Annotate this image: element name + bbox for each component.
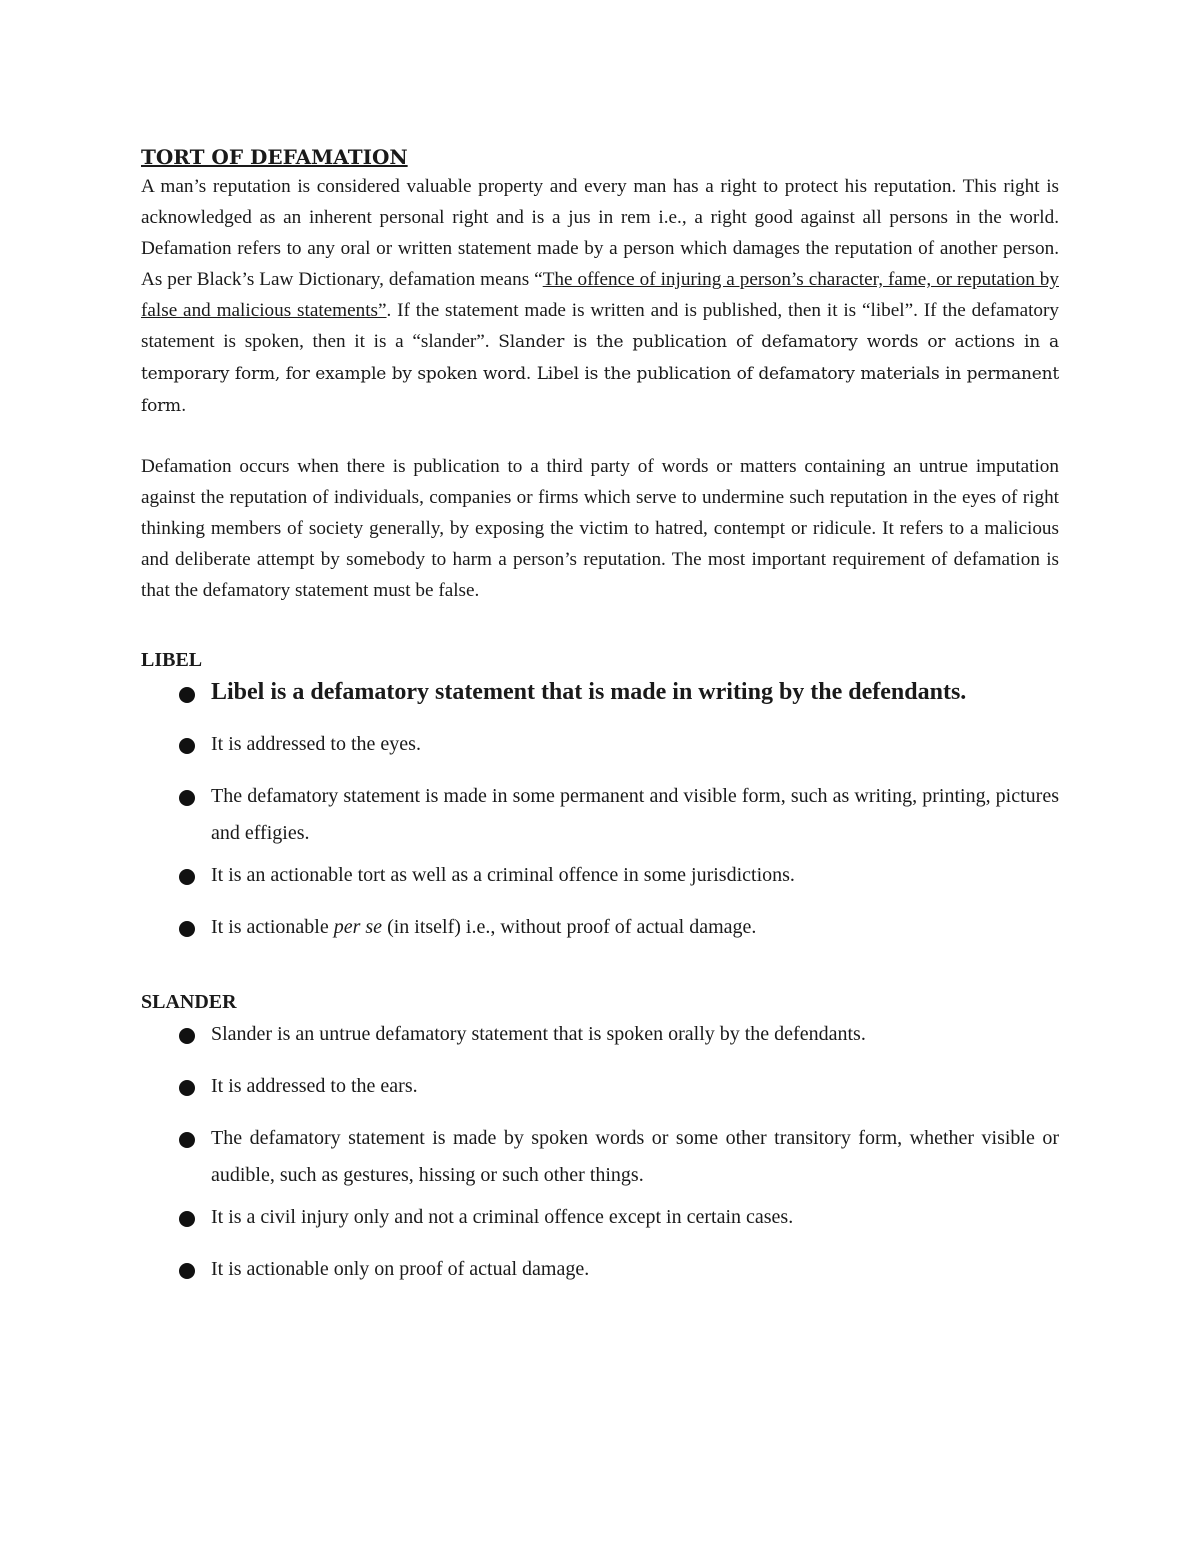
bullet-icon xyxy=(179,869,195,885)
slander-heading: SLANDER xyxy=(141,991,237,1013)
list-item-text: It is a civil injury only and not a criminal offence except in certain cases. xyxy=(211,1206,794,1228)
list-item xyxy=(141,1120,1059,1194)
intro-paragraph xyxy=(141,171,1059,422)
bullet-icon xyxy=(179,1028,195,1044)
list-item-text: It is actionable only on proof of actual damage. xyxy=(211,1258,590,1280)
bullet-icon xyxy=(179,1211,195,1227)
list-item-text-before: It is actionable xyxy=(211,916,334,938)
list-item xyxy=(141,674,1059,711)
list-item-text: The defamatory statement is made in some permanent and visible form, such as writing, printing, pictures and effigies. xyxy=(211,785,1059,844)
bullet-icon xyxy=(179,738,195,754)
list-item-text-italic: per se xyxy=(333,916,383,938)
list-item xyxy=(141,778,1059,852)
definition-quote: The offence of injuring a person’s character, fame, or reputation by false and malicious statements” xyxy=(141,269,1059,321)
bullet-icon xyxy=(179,1080,195,1096)
libel-heading: LIBEL xyxy=(141,649,203,671)
page-title: TORT OF DEFAMATION xyxy=(141,145,408,169)
list-item-text: It is addressed to the ears. xyxy=(211,1075,418,1097)
bullet-icon xyxy=(179,790,195,806)
list-item xyxy=(141,909,1059,946)
list-item-text-after: (in itself) i.e., without proof of actual damage. xyxy=(382,916,757,938)
list-item xyxy=(141,1016,1059,1053)
bullet-icon xyxy=(179,921,195,937)
bullet-icon xyxy=(179,1263,195,1279)
libel-list xyxy=(141,674,1059,946)
list-item xyxy=(141,1068,1059,1105)
list-item xyxy=(141,857,1059,894)
list-item-text: It is an actionable tort as well as a criminal offence in some jurisdictions. xyxy=(211,864,795,886)
list-item xyxy=(141,1251,1059,1288)
bullet-icon xyxy=(179,1132,195,1148)
intro-text-1: A man’s reputation is considered valuable property and every man has a right to protect his reputation. This right is acknowledged as an inherent personal right and is a jus in rem i.e., a right good against all persons in the world. Defamation refers to any oral or written statement made by a person which damages the reputation of another person. As per Black’s Law Dictionary, defamation means “ xyxy=(141,176,1059,290)
document-content xyxy=(141,143,1059,1288)
list-item-text: It is addressed to the eyes. xyxy=(211,733,421,755)
intro-text-2: . If the statement made is written and is published, then it is “libel”. If the defamatory statement is spoken, then it is a “slander”. xyxy=(141,300,1059,352)
list-item-text: The defamatory statement is made by spoken words or some other transitory form, whether visible or audible, such as gestures, hissing or such other things. xyxy=(211,1127,1059,1186)
slander-list xyxy=(141,1016,1059,1288)
list-item xyxy=(141,1199,1059,1236)
second-paragraph: Defamation occurs when there is publication to a third party of words or matters containing an untrue imputation against the reputation of individuals, companies or firms which serve to undermine such reputation in the eyes of right thinking members of society generally, by exposing the victim to hatred, contempt or ridicule. It refers to a malicious and deliberate attempt by somebody to harm a person’s reputation. The most important requirement of defamation is that the defamatory statement must be false. xyxy=(141,456,1059,601)
bullet-icon xyxy=(179,687,195,703)
list-item-text: Slander is an untrue defamatory statement that is spoken orally by the defendants. xyxy=(211,1023,866,1045)
list-item-text: Libel is a defamatory statement that is made in writing by the defendants. xyxy=(211,679,967,705)
intro-small-text: Slander is the publication of defamatory words or actions in a temporary form, for example by spoken word. Libel is the publication of defamatory materials in permanent form. xyxy=(141,332,1059,416)
list-item xyxy=(141,726,1059,763)
